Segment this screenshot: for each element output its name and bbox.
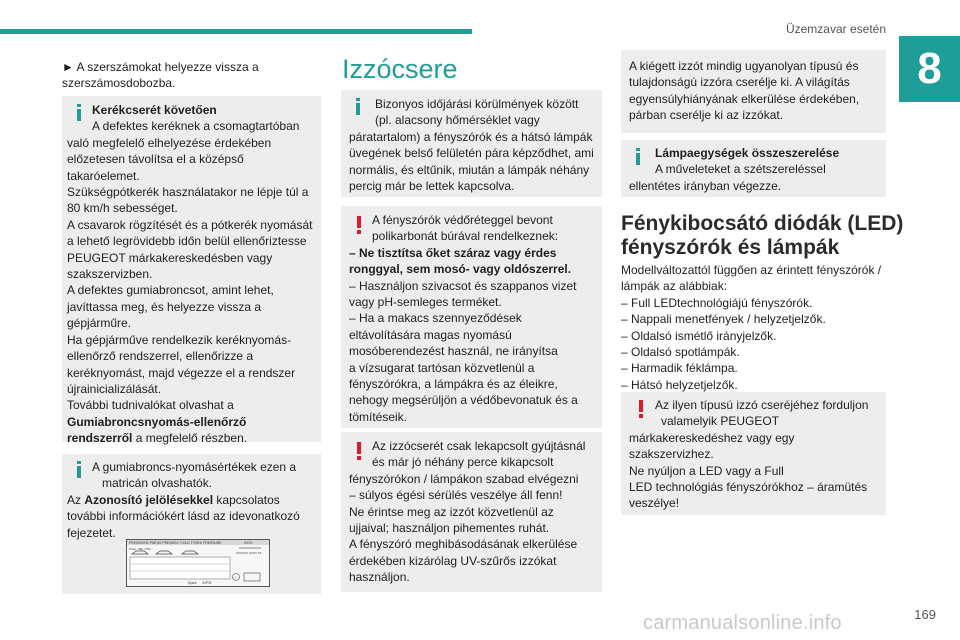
box-line: újrainicializálását. (67, 381, 162, 396)
box-line: fényszórókra, a lámpákra és az éleikre, (349, 377, 558, 392)
box-line: Az ilyen típusú izzó cseréjéhez forduljon (655, 398, 869, 412)
box-line: egyensúlyhiányának elkerülése érdekében, (629, 91, 860, 106)
box-line: mosóberendezést használ, ne irányítsa (349, 344, 558, 359)
box-line: szakszervizhez. (629, 447, 714, 462)
box-line: PEUGEOT márkakereskedésben vagy (67, 250, 273, 265)
box-heading: Kerékcserét követően (92, 103, 217, 117)
box-line: Ne érintse meg az izzót közvetlenül az (349, 504, 554, 519)
box-line: szakszervizben. (67, 267, 153, 282)
label-title: PRESSIONS PNEUS PRESIÓN / COLD TYRES PRESSURE (129, 541, 222, 545)
box-line: és már jó néhány perce kikapcsolt (372, 455, 554, 470)
label-right-2: XXXXXXXXXXX (239, 546, 262, 550)
box-line: A műveleteket a szétszereléssel (655, 162, 826, 177)
chapter-number-tab: 8 (899, 36, 960, 102)
list-item: – Harmadik féklámpa. (621, 361, 738, 376)
box-line: előzetesen távolítsa el a középső (67, 152, 244, 167)
box-line: további információkért lásd az idevonatkozó (67, 509, 300, 524)
heading-led-line-2: fényszórók és lámpák (621, 236, 840, 259)
box-line: – súlyos égési sérülés veszélye áll fenn! (349, 488, 563, 503)
list-item: – Full LEDtechnológiájú fényszórók. (621, 295, 813, 310)
box-line: párban cserélje ki az izzókat. (629, 108, 784, 123)
box-line: polikarbonát búrával rendelkeznek: (372, 229, 559, 244)
heading-led-line-1: Fénykibocsátó diódák (LED) (621, 212, 904, 235)
intro-line: szerszámosdobozba. (62, 76, 176, 91)
warning-box-led-service (621, 392, 886, 515)
box-line: normális, és eltűnik, miután a lámpák néhány (349, 162, 590, 177)
box-line: A csavarok rögzítését és a pótkerék nyomását (67, 217, 313, 232)
box-line: páratartalom) a fényszórók és a hátsó lámpák (349, 129, 593, 144)
box-line: – Ha a makacs szennyeződések (349, 311, 522, 326)
box-line: További tudnivalókat olvashat a (67, 398, 234, 413)
label-bottom-1: Spare (188, 581, 197, 585)
body-line: lámpák az alábbiak: (621, 279, 728, 294)
info-icon (74, 104, 86, 121)
box-line: – Ne tisztítsa őket száraz vagy érdes (349, 245, 557, 260)
label-tyre-unit: Pneu : Bar / PSI (129, 547, 151, 551)
box-line: ellentétes irányban végezze. (629, 178, 782, 193)
box-line: A fényszórók védőréteggel bevont (372, 213, 553, 227)
box-line: A gumiabroncs-nyomásértékek ezen a (92, 460, 297, 474)
label-table (130, 557, 230, 579)
body-line: Modellváltozattól függően az érintett fényszórók / (621, 263, 882, 277)
box-line: ujjaival; használjon pihementes ruhát. (349, 521, 550, 536)
box-line: érdekében kizárólag UV-szűrős izzókat (349, 553, 557, 568)
info-box-replace-pairs (621, 50, 886, 133)
box-line: a lehető legrövidebb időn belül ellenőriztesse (67, 234, 307, 249)
warning-icon (355, 442, 363, 460)
box-line: használjon. (349, 570, 410, 585)
box-line: tömítéseik. (349, 409, 408, 424)
box-line: eltávolítására magas nyomású (349, 327, 512, 342)
box-line: márkakereskedéshez vagy egy (629, 430, 795, 445)
box-line: LED technológiás fényszórókhoz – áramütés (629, 480, 868, 495)
box-line: vagy pH-semleges terméket. (349, 295, 502, 310)
box-line-mixed: rendszerről a megfelelő részben. (67, 431, 248, 446)
watermark: carmanualsonline.info (643, 612, 842, 634)
warning-box-bulb-safety (341, 432, 602, 592)
box-line: tulajdonságú izzóra cserélje ki. A világítás (629, 75, 850, 90)
box-line: valamelyik PEUGEOT (661, 414, 780, 429)
box-heading: Lámpaegységek összeszerelése (655, 146, 840, 160)
label-bottom-2: XXPSI (202, 581, 212, 585)
box-line: 80 km/h sebességet. (67, 201, 178, 216)
info-box-condensation (341, 90, 602, 197)
box-line: matricán olvashatók. (102, 476, 213, 491)
col1-intro (62, 59, 322, 92)
box-line: a vízsugarat tartósan közvetlenül a (349, 360, 535, 375)
box-line: Gumiabroncsnyomás-ellenőrző (67, 414, 247, 429)
info-icon (353, 98, 365, 115)
header-accent-bar (0, 29, 472, 34)
box-line: percig már be lettek kapcsolva. (349, 179, 515, 194)
tyre-pressure-label-illustration (126, 539, 270, 587)
intro-line: ► A szerszámokat helyezze vissza a (62, 60, 259, 74)
box-line: A kiégett izzót mindig ugyanolyan típusú és (629, 59, 859, 73)
label-circle-mark: ! (235, 574, 237, 580)
list-item: – Oldalsó spotlámpák. (621, 345, 740, 360)
box-line: ellenőrző rendszerrel, ellenőrizze a (67, 349, 254, 364)
box-line: Bizonyos időjárási körülmények között (375, 97, 579, 111)
led-lamps-list (621, 262, 889, 393)
info-icon (633, 148, 645, 165)
box-line: (pl. alacsony hőmérséklet vagy (375, 113, 540, 128)
box-line: A defektes keréknek a csomagtartóban (92, 119, 300, 134)
box-line: veszélye! (629, 496, 680, 511)
info-box-tyre-label (62, 454, 321, 594)
box-line: fényszórókon / lámpákon szabad elvégezni (349, 471, 579, 486)
box-line: javíttassa meg, és helyezze vissza a (67, 299, 262, 314)
chapter-title: Üzemzavar esetén (785, 22, 886, 36)
box-line: ronggyal, sem mosó- vagy oldószerrel. (349, 262, 572, 277)
box-line-mixed: Az Azonosító jelölésekkel kapcsolatos (67, 492, 280, 507)
warning-icon (355, 216, 363, 234)
section-title-bulb-replacement: Izzócsere (342, 54, 458, 84)
list-item: – Hátsó helyzetjelzők. (621, 377, 738, 392)
box-line: keréknyomást, majd végezze el a rendszer (67, 365, 296, 380)
list-item: – Oldalsó ismétlő irányjelzők. (621, 328, 777, 343)
label-right-3: XXXXXX XXXX XX (236, 551, 262, 555)
box-line: A defektes gumiabroncsot, amint lehet, (67, 283, 274, 298)
label-right-1: XXXX (244, 541, 253, 545)
box-line: gépjárműre. (67, 316, 132, 331)
warning-box-headlamp-care (341, 206, 602, 428)
box-line: Az izzócserét csak lekapcsolt gyújtásnál (372, 439, 586, 453)
box-line: – Használjon szivacsot és szappanos vizet (349, 278, 577, 293)
box-line: nehogy megsérüljön a védőbevonatuk és a (349, 393, 578, 408)
box-line: Ne nyúljon a LED vagy a Full (629, 463, 784, 478)
info-box-lamp-assembly (621, 140, 886, 197)
page-number: 169 (914, 607, 936, 622)
box-line: Szükségpótkerék használatakor ne lépje túl a (67, 185, 309, 200)
warning-icon (637, 400, 645, 418)
box-line: üvegének belső felületén pára képződhet, ami (349, 146, 594, 161)
box-line: való megfelelő elhelyezése érdekében (67, 135, 272, 150)
box-line: takaróelemet. (67, 168, 140, 183)
box-line: fejezetet. (67, 525, 116, 540)
list-item: – Nappali menetfények / helyzetjelzők. (621, 312, 826, 327)
info-icon (74, 461, 86, 478)
info-box-wheel-change (62, 96, 321, 446)
box-line: Ha gépjárműve rendelkezik keréknyomás- (67, 332, 292, 347)
box-line: A fényszóró meghibásodásának elkerülése (349, 537, 578, 552)
